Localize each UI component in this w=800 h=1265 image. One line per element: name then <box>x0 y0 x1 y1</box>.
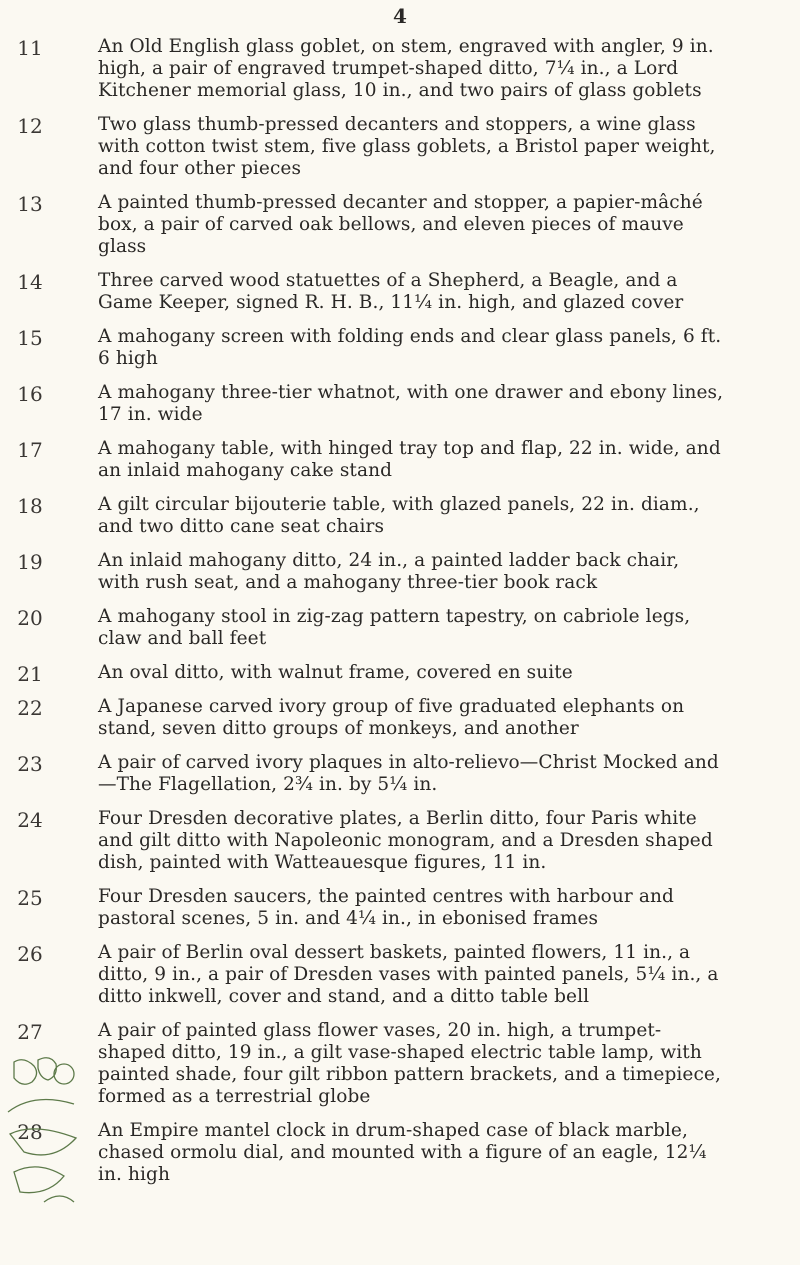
lot-item <box>0 438 800 482</box>
lot-number: 26 <box>17 942 43 966</box>
lot-item <box>0 752 800 796</box>
lot-description: A mahogany table, with hinged tray top and flap, 22 in. wide, and an inlaid mahogany cake stand <box>98 438 721 481</box>
lot-description: Four Dresden decorative plates, a Berlin ditto, four Paris white and gilt ditto with Napoleonic monogram, and a Dresden shaped dish, painted with Watteauesque figures, 11 in. <box>98 808 713 873</box>
lot-number: 25 <box>17 886 43 910</box>
lot-description: A pair of painted glass flower vases, 20 in. high, a trumpet-shaped ditto, 19 in., a gilt vase-shaped electric table lamp, with painted shade, four gilt ribbon pattern brackets, and a timepiece, formed as a terrestrial globe <box>98 1020 721 1107</box>
lot-number: 23 <box>17 752 43 776</box>
lot-description: A pair of Berlin oval dessert baskets, painted flowers, 11 in., a ditto, 9 in., a pair of Dresden vases with painted panels, 5¼ in., a ditto inkwell, cover and stand, and a ditto table bell <box>98 942 719 1007</box>
lot-number: 16 <box>17 382 43 406</box>
lot-description: A pair of carved ivory plaques in alto-relievo—Christ Mocked and—The Flagellation, 2¾ in. by 5¼ in. <box>98 752 719 795</box>
lot-description: A mahogany stool in zig-zag pattern tapestry, on cabriole legs, claw and ball feet <box>98 606 691 649</box>
lot-description: A mahogany screen with folding ends and clear glass panels, 6 ft. 6 high <box>98 326 722 369</box>
lot-number: 17 <box>17 438 43 462</box>
lot-item <box>0 36 800 102</box>
lot-description: A painted thumb-pressed decanter and stopper, a papier-mâché box, a pair of carved oak bellows, and eleven pieces of mauve glass <box>98 192 703 257</box>
lot-description: An Empire mantel clock in drum-shaped case of black marble, chased ormolu dial, and mounted with a figure of an eagle, 12¼ in. high <box>98 1120 707 1185</box>
lot-description: An inlaid mahogany ditto, 24 in., a painted ladder back chair, with rush seat, and a mahogany three-tier book rack <box>98 550 680 593</box>
lot-item <box>0 662 800 684</box>
lot-item <box>0 808 800 874</box>
lot-number: 27 <box>17 1020 43 1044</box>
lot-number: 21 <box>17 662 43 686</box>
lot-item <box>0 382 800 426</box>
lot-item <box>0 886 800 930</box>
lot-number: 22 <box>17 696 43 720</box>
lot-item <box>0 550 800 594</box>
lot-description: A mahogany three-tier whatnot, with one drawer and ebony lines, 17 in. wide <box>98 382 724 425</box>
lot-item <box>0 192 800 258</box>
lot-description: An oval ditto, with walnut frame, covered en suite <box>98 662 573 683</box>
lot-description: A gilt circular bijouterie table, with glazed panels, 22 in. diam., and two ditto cane seat chairs <box>98 494 700 537</box>
lot-number: 20 <box>17 606 43 630</box>
lot-number: 11 <box>17 36 43 60</box>
lot-description: Four Dresden saucers, the painted centres with harbour and pastoral scenes, 5 in. and 4¼ in., in ebonised frames <box>98 886 674 929</box>
page-number: 4 <box>393 4 407 28</box>
lot-number: 18 <box>17 494 43 518</box>
lot-number: 24 <box>17 808 43 832</box>
lot-description: Two glass thumb-pressed decanters and stoppers, a wine glass with cotton twist stem, five glass goblets, a Bristol paper weight, and four other pieces <box>98 114 716 179</box>
lot-number: 12 <box>17 114 43 138</box>
lot-item <box>0 270 800 314</box>
lot-description: Three carved wood statuettes of a Shepherd, a Beagle, and a Game Keeper, signed R. H. B., 11¼ in. high, and glazed cover <box>98 270 684 313</box>
green-stamp-decoration <box>4 1052 80 1212</box>
lot-description: An Old English glass goblet, on stem, engraved with angler, 9 in. high, a pair of engraved trumpet-shaped ditto, 7¼ in., a Lord Kitchener memorial glass, 10 in., and two pairs of glass goblets <box>98 36 714 101</box>
lot-number: 28 <box>17 1120 43 1144</box>
lot-number: 19 <box>17 550 43 574</box>
lot-item <box>0 1120 800 1186</box>
lot-item <box>0 326 800 370</box>
lot-number: 13 <box>17 192 43 216</box>
lot-item <box>0 114 800 180</box>
lot-item <box>0 494 800 538</box>
lot-item <box>0 1020 800 1108</box>
lot-number: 14 <box>17 270 43 294</box>
lot-item <box>0 606 800 650</box>
lot-list <box>0 36 800 1198</box>
lot-item <box>0 696 800 740</box>
lot-description: A Japanese carved ivory group of five graduated elephants on stand, seven ditto groups of monkeys, and another <box>98 696 685 739</box>
lot-item <box>0 942 800 1008</box>
lot-number: 15 <box>17 326 43 350</box>
